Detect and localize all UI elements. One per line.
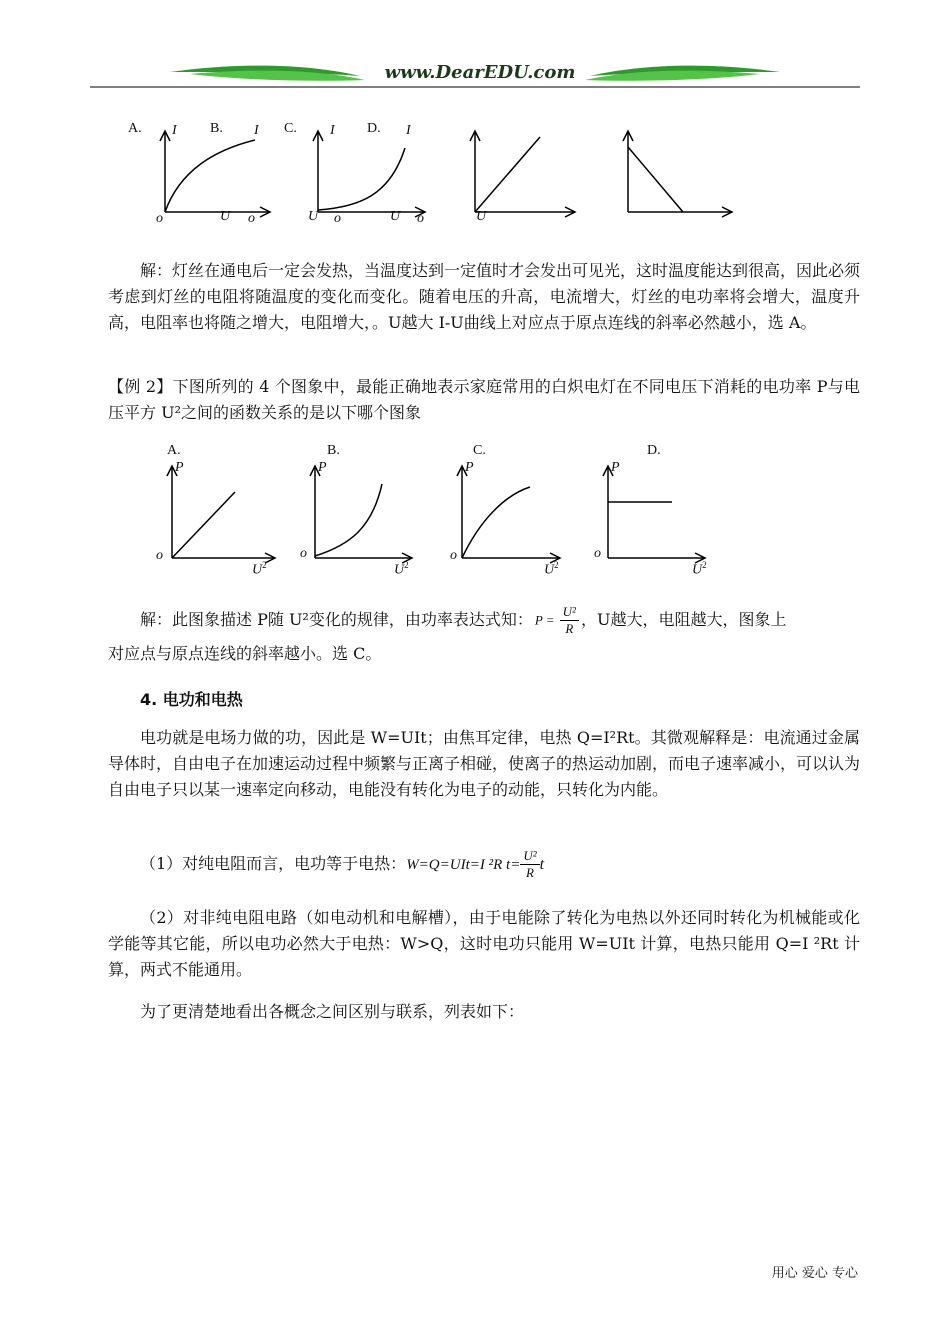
graph-b-label: B.	[210, 121, 223, 136]
header-banner	[90, 60, 860, 92]
graph2-d-origin: o	[594, 546, 601, 561]
graph2-d-label: D.	[647, 443, 661, 458]
figure-iu-graphs	[120, 115, 760, 235]
example-2-text: 【例 2】下图所列的 4 个图象中，最能正确地表示家庭常用的白炽电灯在不同电压下消耗的电功率 P与电压平方 U²之间的函数关系的是以下哪个图象	[108, 377, 860, 422]
graph2-c-label: C.	[473, 443, 486, 458]
item-1-formula: W=Q=UIt=I ²R t=	[406, 857, 521, 873]
solution-2-part2: ，U越大，电阻越大，图象上	[580, 610, 787, 629]
graph2-c-axis-p: P	[465, 460, 474, 475]
graph2-b-axis-p: P	[318, 460, 327, 475]
power-formula	[535, 604, 579, 637]
item-1-prefix: （1）对纯电阻而言，电功等于电热：	[140, 854, 407, 873]
graph-c-axis-i: I	[330, 123, 335, 138]
section-4-item-1	[108, 848, 860, 881]
graph-a-axis-i: I	[172, 123, 177, 138]
formula-numerator: U²	[560, 604, 579, 621]
graph2-c-origin: o	[450, 548, 457, 563]
graph2-d-axis-p: P	[611, 460, 620, 475]
graph-d-axis-i: I	[406, 123, 411, 138]
graph-c-axis-u: U	[390, 209, 401, 224]
graph-d-label: D.	[367, 121, 381, 136]
graph-b-origin: o	[248, 211, 255, 226]
graph-c-label: C.	[284, 121, 297, 136]
solution-2-line-2: 对应点与原点连线的斜率越小。选 C。	[108, 644, 382, 663]
section-4-para-last	[108, 999, 860, 1025]
section-4-item-2	[108, 905, 860, 983]
formula-fraction	[560, 604, 579, 637]
section-4-para-last-text: 为了更清楚地看出各概念之间区别与联系，列表如下：	[140, 1002, 525, 1021]
item-1-fraction	[520, 848, 539, 881]
item-1-frac-numerator: U²	[520, 848, 539, 865]
graph2-b-label: B.	[327, 443, 340, 458]
graph-d-origin: o	[417, 211, 424, 226]
graph2-b-origin: o	[300, 546, 307, 561]
solution-2-line-1	[108, 604, 860, 637]
section-4-item-2-text: （2）对非纯电阻电路（如电动机和电解槽），由于电能除了转化为电热以外还同时转化为机械能或化学能等其它能，所以电功必然大于电热：W>Q，这时电功只能用 W=UIt 计算，电热只能用 Q=I ²Rt 计算，两式不能通用。	[108, 908, 860, 979]
item-1-frac-denominator: R	[526, 865, 534, 880]
page-footer: 用心 爱心 专心	[771, 1266, 858, 1281]
graph2-a-label: A.	[167, 443, 181, 458]
solution-2-part1: 解：此图象描述 P随 U²变化的规律，由功率表达式知：	[140, 610, 533, 629]
graph-a-label: A.	[128, 121, 142, 136]
graph-a-origin: o	[156, 211, 163, 226]
example-2	[108, 374, 860, 426]
graph-b-axis-u: U	[308, 209, 319, 224]
formula-lhs: P =	[534, 612, 555, 628]
header-site-name: www.DearEDU.com	[384, 62, 576, 83]
graph2-a-axis-u2: $U^2$	[252, 560, 267, 578]
graph2-d-axis-u2: $U^2$	[692, 560, 707, 578]
graph-d-axis-u: U	[476, 209, 487, 224]
graph-a-axis-u: U	[220, 209, 231, 224]
solution-1-text: 解：灯丝在通电后一定会发热，当温度达到一定值时才会发出可见光，这时温度能达到很高，因此必须考虑到灯丝的电阻将随温度的变化而变化。随着电压的升高，电流增大，灯丝的电功率将会增大，温度升高，电阻率也将随之增大，电阻增大，。U越大 I-U曲线上对应点于原点连线的斜率必然越小，选 A。	[108, 261, 861, 332]
solution-2	[108, 604, 860, 667]
section-4-para-1-text: 电功就是电场力做的功，因此是 W=UIt；由焦耳定律，电热 Q=I²Rt。其微观解释是：电流通过金属导体时，自由电子在加速运动过程中频繁与正离子相碰，使离子的热运动加剧，而电子速率减小，可以认为自由电子只以某一速率定向移动，电能没有转化为电子的动能，只转化为内能。	[108, 728, 861, 799]
graph-b-axis-i: I	[254, 123, 259, 138]
figure-pu2-graphs	[150, 440, 730, 580]
section-4-para-1	[108, 725, 860, 803]
graph2-a-origin: o	[156, 548, 163, 563]
solution-1	[108, 258, 860, 336]
formula-denominator: R	[565, 621, 574, 636]
pu2-graph-axes	[150, 440, 730, 580]
item-1-suffix: t	[539, 856, 545, 873]
graph2-a-axis-p: P	[175, 460, 184, 475]
graph-c-origin: o	[334, 211, 341, 226]
section-4-heading: 4. 电功和电热	[140, 690, 243, 709]
graph2-b-axis-u2: $U^2$	[394, 560, 409, 578]
graph2-c-axis-u2: $U^2$	[544, 560, 559, 578]
